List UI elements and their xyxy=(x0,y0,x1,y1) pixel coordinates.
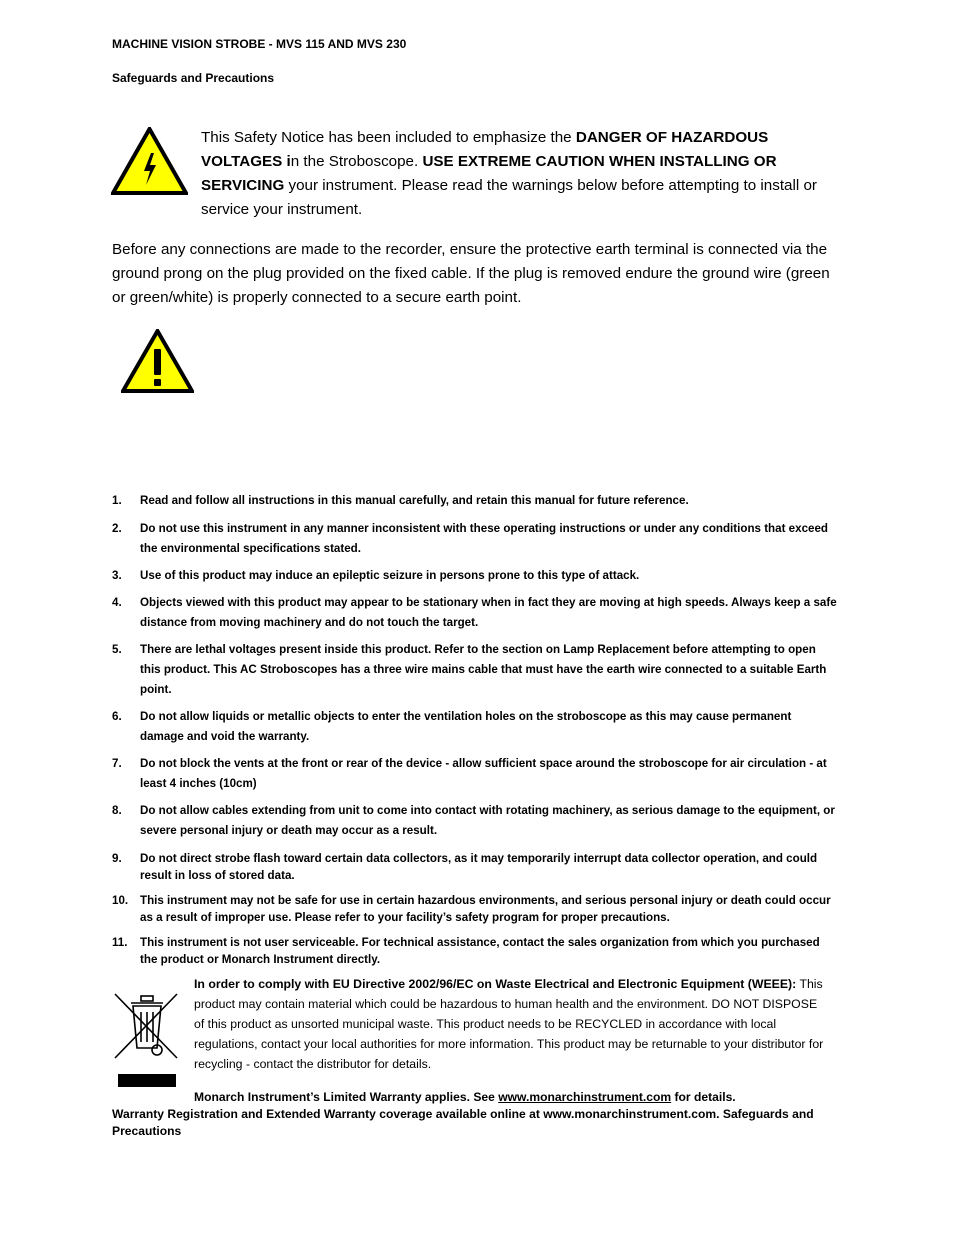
list-item-number: 4. xyxy=(112,596,122,609)
list-item-text: Objects viewed with this product may appear to be stationary when in fact they are moving at high speeds. Always keep a safe distance from moving machinery and do not touch the target. xyxy=(140,596,837,629)
section-title: Safeguards and Precautions xyxy=(112,71,275,85)
earth-connection-paragraph: Before any connections are made to the recorder, ensure the protective earth terminal is connected via the ground prong on the plug provided on the fixed cable. If the plug is removed endure the ground wire (green or green/white) is properly connected to a secure earth point. xyxy=(112,241,830,306)
notice-text-2: n the Stroboscope. xyxy=(290,153,423,170)
weee-notice xyxy=(194,974,830,1074)
warranty-text: Monarch Instrument’s Limited Warranty applies. See xyxy=(194,1090,499,1104)
warranty-notice xyxy=(194,1089,736,1106)
monarch-website-link[interactable]: www.monarchinstrument.com xyxy=(498,1090,672,1104)
list-item-text: Do not block the vents at the front or rear of the device - allow sufficient space around the stroboscope for air circulation - at least 4 inches (10cm) xyxy=(140,757,827,790)
list-item-number: 1. xyxy=(112,494,122,507)
weee-notice-text: This product may contain material which could be hazardous to human health and the environment. DO NOT DISPOSE of this product as unsorted municipal waste. This product needs to be RECYCLED in accordance with local regulations, contact your local authorities for more information. This product may be returnable to your distributor for recycling - contact the distributor for details. xyxy=(194,977,824,1071)
notice-danger-text: DANGER OF HAZARDOUS VOLTAGES i xyxy=(201,129,769,170)
notice-text-3: your instrument. Please read the warnings below before attempting to install or service your instrument. xyxy=(201,177,817,218)
list-item-number: 5. xyxy=(112,643,122,656)
warranty-text-end: for details. xyxy=(671,1090,736,1104)
list-item-number: 9. xyxy=(112,852,122,865)
list-item-text: Do not direct strobe flash toward certain data collectors, as it may temporarily interrupt data collector operation, and could result in loss of stored data. xyxy=(140,852,818,882)
list-item-number: 2. xyxy=(112,522,122,535)
weee-crossed-bin-icon xyxy=(111,990,181,1090)
list-item-text: This instrument is not user serviceable. For technical assistance, contact the sales organization from which you purchased the product or Monarch Instrument directly. xyxy=(140,936,820,966)
list-item-number: 7. xyxy=(112,757,122,770)
notice-text-1: This Safety Notice has been included to emphasize the xyxy=(201,129,576,146)
list-item-number: 8. xyxy=(112,804,122,817)
general-warning-icon xyxy=(121,329,194,393)
list-item-number: 3. xyxy=(112,569,122,582)
notice-caution-text: USE EXTREME CAUTION WHEN INSTALLING OR SERVICING xyxy=(201,153,777,194)
list-item-text: There are lethal voltages present inside this product. Refer to the section on Lamp Replacement before attempting to open this product. This AC Stroboscopes has a three wire mains cable that must have the earth wire connected to a suitable Earth point. xyxy=(140,643,827,696)
document-title: MACHINE VISION STROBE - MVS 115 AND MVS 230 xyxy=(112,37,407,51)
list-item-text: This instrument may not be safe for use in certain hazardous environments, and serious personal injury or death could occur as a result of improper use. Please refer to your facility’s safety program for proper precautions. xyxy=(140,894,831,924)
list-item-number: 6. xyxy=(112,710,122,723)
safety-notice xyxy=(201,126,851,222)
list-item-number: 10. xyxy=(112,894,129,907)
warranty-registration-text: Warranty Registration and Extended Warranty coverage available online at www.monarchinstrument.com. Safeguards and Precautions xyxy=(112,1107,814,1138)
list-item-number: 11. xyxy=(112,936,128,949)
list-item-text: Use of this product may induce an epileptic seizure in persons prone to this type of attack. xyxy=(140,569,640,582)
weee-directive-heading: In order to comply with EU Directive 2002/96/EC on Waste Electrical and Electronic Equipment (WEEE): xyxy=(194,977,797,991)
list-item-text: Do not allow cables extending from unit to come into contact with rotating machinery, as serious damage to the equipment, or severe personal injury or death may occur as a result. xyxy=(140,804,835,837)
list-item-text: Read and follow all instructions in this manual carefully, and retain this manual for future reference. xyxy=(140,494,689,507)
list-item-text: Do not allow liquids or metallic objects to enter the ventilation holes on the stroboscope as this may cause permanent damage and void the warranty. xyxy=(140,710,792,743)
high-voltage-warning-icon xyxy=(111,127,188,195)
list-item-text: Do not use this instrument in any manner inconsistent with these operating instructions or under any conditions that exceed the environmental specifications stated. xyxy=(140,522,828,555)
